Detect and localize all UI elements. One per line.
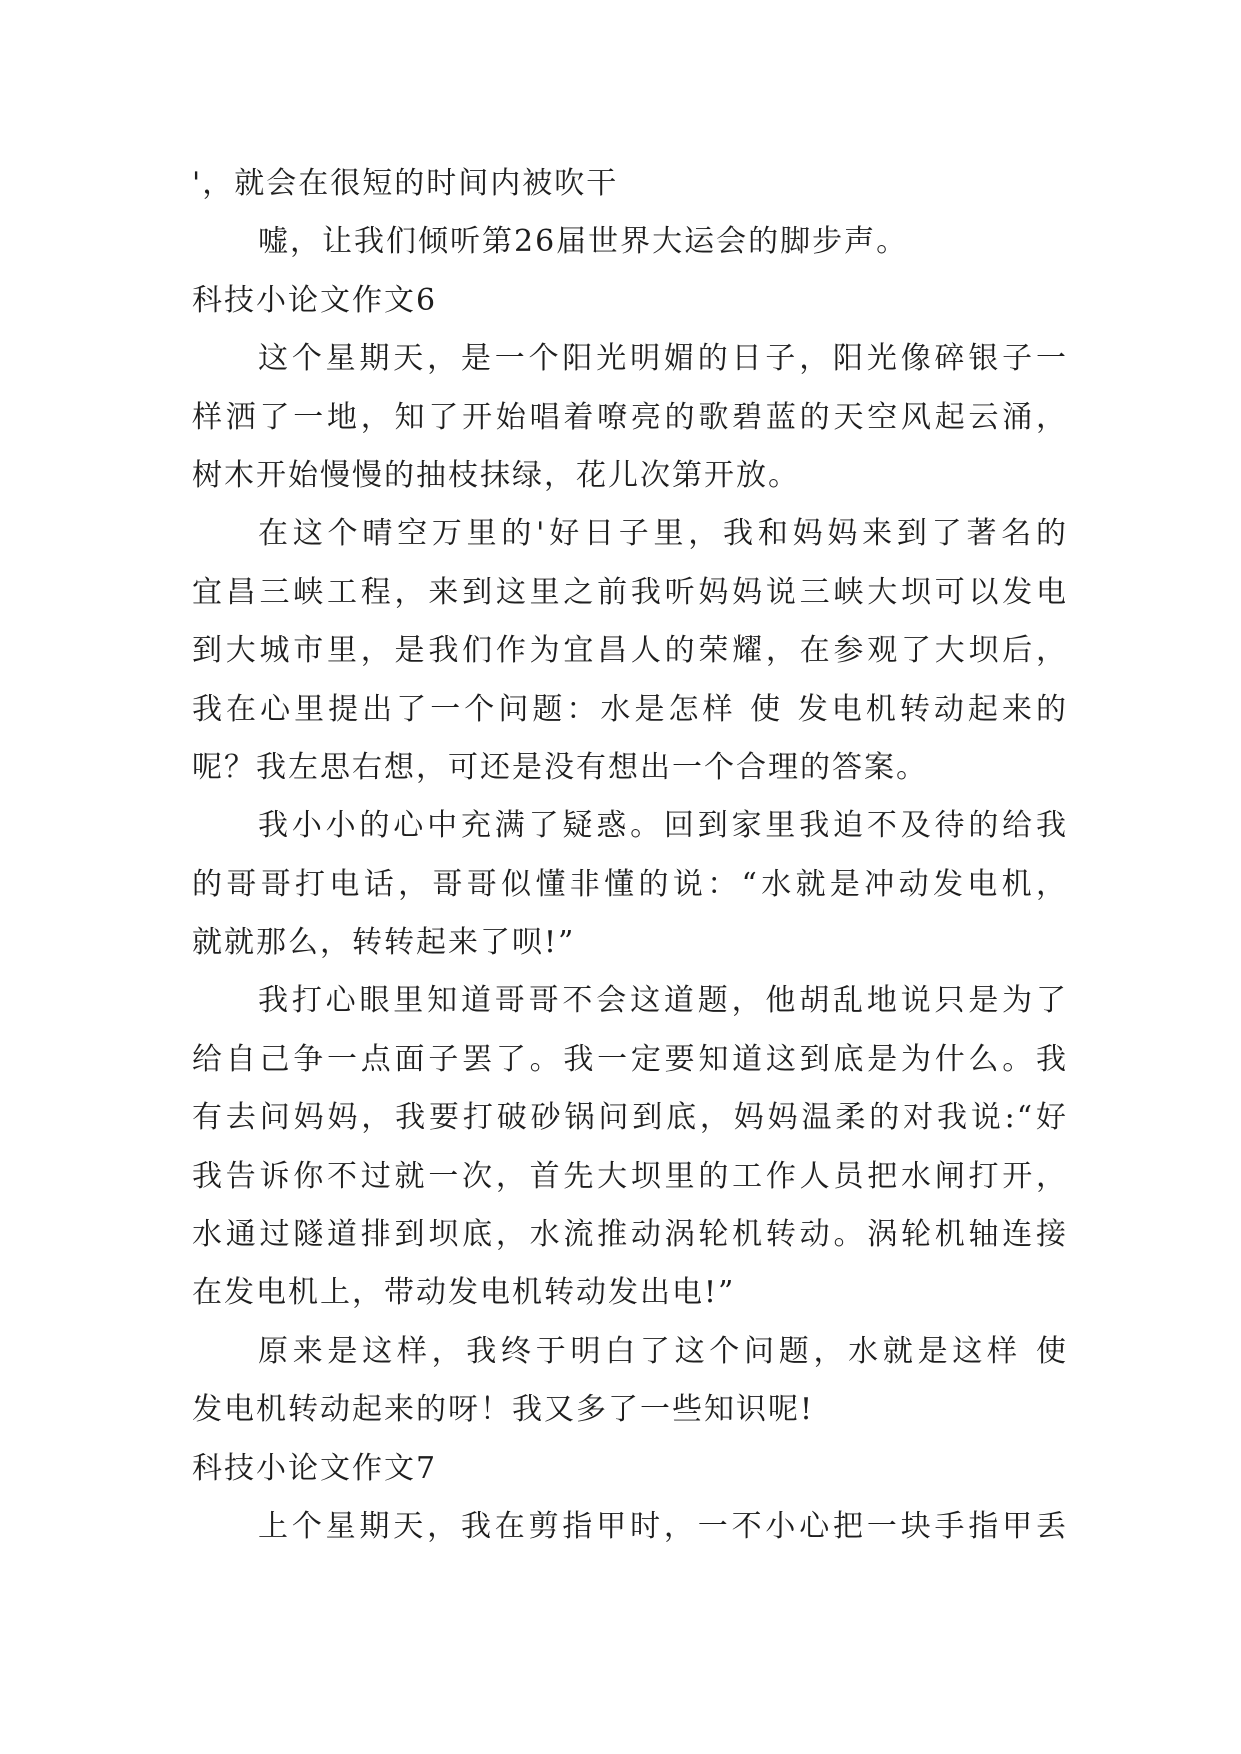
paragraph (192, 797, 1068, 972)
paragraph (192, 155, 1068, 213)
text-line: 呢？我左思右想，可还是没有想出一个合理的答案。 (192, 749, 928, 785)
text-line: 给自己争一点面子罢了。我一定要知道这到底是为什么。我 (192, 1041, 1068, 1077)
paragraph (192, 330, 1068, 505)
paragraph (192, 1498, 1068, 1556)
text-line: 水通过隧道排到坝底，水流推动涡轮机转动。涡轮机轴连接 (192, 1217, 1068, 1253)
text-line: 有去问妈妈，我要打破砂锅问到底，妈妈温柔的对我说:“好 (192, 1100, 1068, 1136)
paragraph (192, 505, 1068, 797)
text-line: 到大城市里，是我们作为宜昌人的荣耀，在参观了大坝后， (192, 633, 1068, 669)
text-line: 嘘，让我们倾听第26届世界大运会的脚步声。 (258, 224, 909, 260)
paragraph (192, 213, 1068, 271)
text-line: 我告诉你不过就一次，首先大坝里的工作人员把水闸打开， (192, 1158, 1068, 1194)
text-line: 发电机转动起来的呀！我又多了一些知识呢! (192, 1392, 815, 1428)
text-line: 我打心眼里知道哥哥不会这道题，他胡乱地说只是为了 (258, 983, 1068, 1019)
paragraph (192, 1323, 1068, 1440)
text-line: 在这个晴空万里的'好日子里，我和妈妈来到了著名的 (258, 516, 1068, 552)
text-line: 这个星期天，是一个阳光明媚的日子，阳光像碎银子一 (258, 341, 1068, 377)
text-line: 宜昌三峡工程，来到这里之前我听妈妈说三峡大坝可以发电 (192, 574, 1068, 610)
paragraph (192, 972, 1068, 1322)
essay-section (192, 272, 1068, 1440)
text-line: 我小小的心中充满了疑惑。回到家里我迫不及待的给我 (258, 808, 1068, 844)
section-heading: 科技小论文作文6 (192, 282, 438, 318)
text-line: 上个星期天，我在剪指甲时，一不小心把一块手指甲丢 (258, 1508, 1068, 1544)
text-line: 就就那么，转转起来了呗!” (192, 925, 576, 961)
text-line: 的哥哥打电话，哥哥似懂非懂的说：“水就是冲动发电机， (192, 866, 1068, 902)
text-line: '，就会在很短的时间内被吹干 (192, 166, 619, 201)
document-body (192, 155, 1068, 1556)
text-line: 我在心里提出了一个问题：水是怎样 使 发电机转动起来的 (192, 691, 1068, 727)
essay-section (192, 155, 1068, 272)
text-line: 样洒了一地，知了开始唱着嘹亮的歌碧蓝的天空风起云涌， (192, 399, 1068, 435)
section-heading: 科技小论文作文7 (192, 1450, 438, 1486)
text-line: 原来是这样，我终于明白了这个问题，水就是这样 使 (258, 1333, 1068, 1369)
text-line: 在发电机上，带动发电机转动发出电!” (192, 1275, 736, 1311)
text-line: 树木开始慢慢的抽枝抹绿，花儿次第开放。 (192, 457, 800, 493)
essay-section (192, 1440, 1068, 1557)
